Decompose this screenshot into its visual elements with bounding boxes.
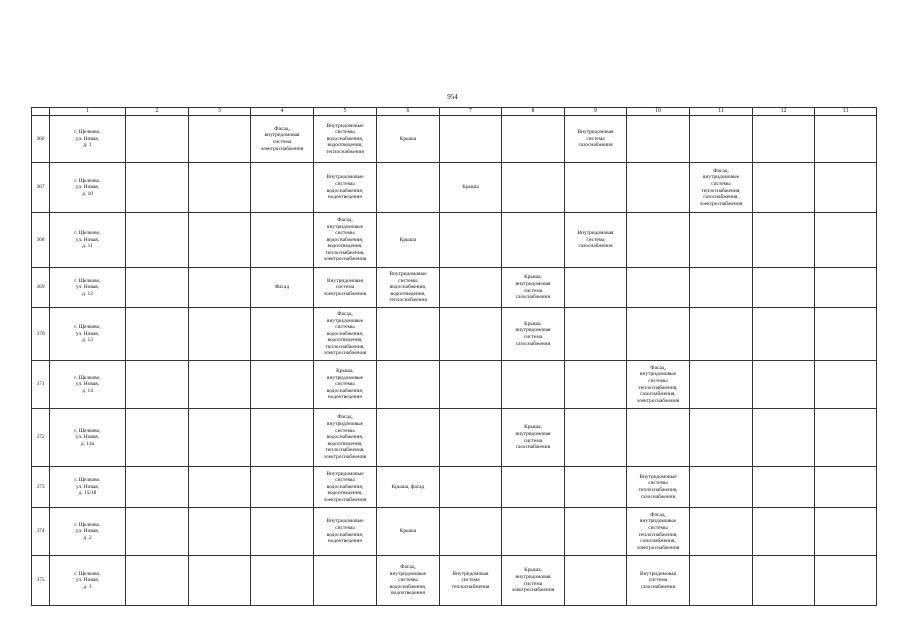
- work-cell-col-10: Внутридомовые системы теплоснабжения, газоснабжения: [627, 467, 690, 508]
- work-cell-col-9: Внутридомовая система газоснабжения: [565, 213, 627, 268]
- column-header-12: 12: [753, 108, 815, 116]
- work-cell-col-9: [565, 556, 627, 606]
- work-cell-col-10: Фасад, внутридомовые системы теплоснабжения, газоснабжения, электроснабжения: [627, 361, 690, 409]
- work-cell-col-10: [627, 116, 690, 163]
- work-cell-col-2: [126, 308, 189, 361]
- work-cell-col-5: Фасад, внутридомовые системы водоснабжения, водоотведения, теплоснабжения, электроснабжения: [314, 409, 377, 467]
- column-header-9: 9: [565, 108, 627, 116]
- work-cell-col-10: [627, 163, 690, 213]
- work-cell-col-5: Фасад, внутридомовые системы водоснабжения, водоотведения, теплоснабжения, электроснабжения: [314, 213, 377, 268]
- column-header-13: 13: [815, 108, 877, 116]
- work-cell-col-3: [189, 556, 251, 606]
- address-cell: г. Щелково, ул. Новая, д. 1: [50, 116, 126, 163]
- work-cell-col-8: Крыша, внутридомовая система электроснабжения: [502, 556, 565, 606]
- work-cell-col-11: [690, 213, 753, 268]
- work-cell-col-10: [627, 409, 690, 467]
- work-cell-col-4: [251, 508, 314, 556]
- work-cell-col-7: [440, 116, 502, 163]
- work-cell-col-7: [440, 409, 502, 467]
- work-cell-col-13: [815, 361, 877, 409]
- row-number-cell: 368: [32, 213, 50, 268]
- column-header-1: 1: [50, 108, 126, 116]
- column-header-2: 2: [126, 108, 189, 116]
- table-header-row: [32, 108, 877, 116]
- table-row: [32, 116, 877, 163]
- work-cell-col-5: Внутридомовые системы водоснабжения, водоотведения, теплоснабжения: [314, 116, 377, 163]
- table-row: [32, 268, 877, 308]
- table-row: [32, 409, 877, 467]
- work-cell-col-10: [627, 268, 690, 308]
- work-cell-col-6: Крыша: [377, 213, 440, 268]
- work-cell-col-2: [126, 213, 189, 268]
- work-cell-col-4: [251, 163, 314, 213]
- work-cell-col-3: [189, 213, 251, 268]
- work-cell-col-10: Фасад, внутридомовые системы теплоснабжения, газоснабжения, электроснабжения: [627, 508, 690, 556]
- table-row: [32, 361, 877, 409]
- work-cell-col-8: [502, 467, 565, 508]
- page-number: 954: [447, 93, 458, 101]
- work-cell-col-13: [815, 213, 877, 268]
- work-cell-col-10: [627, 213, 690, 268]
- repair-schedule-table: [31, 107, 877, 606]
- work-cell-col-13: [815, 409, 877, 467]
- work-cell-col-4: [251, 556, 314, 606]
- work-cell-col-3: [189, 163, 251, 213]
- work-cell-col-8: [502, 116, 565, 163]
- table-row: [32, 163, 877, 213]
- work-cell-col-8: Крыша, внутридомовая система газоснабжения: [502, 268, 565, 308]
- work-cell-col-2: [126, 467, 189, 508]
- work-cell-col-10: Внутридомовая система газоснабжения: [627, 556, 690, 606]
- table-row: [32, 508, 877, 556]
- work-cell-col-5: Внутридомовая система электроснабжения: [314, 268, 377, 308]
- work-cell-col-13: [815, 467, 877, 508]
- work-cell-col-9: [565, 409, 627, 467]
- work-cell-col-3: [189, 308, 251, 361]
- work-cell-col-2: [126, 361, 189, 409]
- header-cell-blank: [32, 108, 50, 116]
- address-cell: г. Щелково, ул. Новая, д. 3: [50, 556, 126, 606]
- column-header-8: 8: [502, 108, 565, 116]
- work-cell-col-3: [189, 508, 251, 556]
- work-cell-col-12: [753, 409, 815, 467]
- work-cell-col-11: [690, 268, 753, 308]
- row-number-cell: 366: [32, 116, 50, 163]
- work-cell-col-2: [126, 508, 189, 556]
- work-cell-col-5: Фасад, внутридомовые системы водоснабжения, водоотведения, теплоснабжения, электроснабжения: [314, 308, 377, 361]
- address-cell: г. Щелково, ул. Новая, д. 12: [50, 268, 126, 308]
- work-cell-col-9: [565, 361, 627, 409]
- work-cell-col-10: [627, 308, 690, 361]
- column-header-4: 4: [251, 108, 314, 116]
- table-row: [32, 556, 877, 606]
- address-cell: г. Щелково, ул. Новая, д. 14: [50, 361, 126, 409]
- column-header-11: 11: [690, 108, 753, 116]
- address-cell: г. Щелково, ул. Новая, д. 11: [50, 213, 126, 268]
- work-cell-col-4: Фасад: [251, 268, 314, 308]
- work-cell-col-9: Внутридомовая система газоснабжения: [565, 116, 627, 163]
- work-cell-col-4: [251, 308, 314, 361]
- work-cell-col-12: [753, 556, 815, 606]
- work-cell-col-3: [189, 467, 251, 508]
- work-cell-col-7: [440, 361, 502, 409]
- work-cell-col-6: Крыша, фасад: [377, 467, 440, 508]
- work-cell-col-9: [565, 467, 627, 508]
- work-cell-col-2: [126, 268, 189, 308]
- row-number-cell: 371: [32, 361, 50, 409]
- work-cell-col-3: [189, 361, 251, 409]
- work-cell-col-13: [815, 116, 877, 163]
- work-cell-col-2: [126, 556, 189, 606]
- work-cell-col-5: Внутридомовые системы водоснабжения, водоотведения: [314, 163, 377, 213]
- address-cell: г. Щелково, ул. Новая, д. 14а: [50, 409, 126, 467]
- work-cell-col-2: [126, 409, 189, 467]
- column-header-3: 3: [189, 108, 251, 116]
- work-cell-col-11: [690, 308, 753, 361]
- work-cell-col-13: [815, 508, 877, 556]
- work-cell-col-6: Крыша: [377, 116, 440, 163]
- work-cell-col-12: [753, 508, 815, 556]
- work-cell-col-11: [690, 508, 753, 556]
- work-cell-col-9: [565, 268, 627, 308]
- work-cell-col-6: [377, 163, 440, 213]
- work-cell-col-5: Крыша, внутридомовые системы водоснабжения, водоотведения: [314, 361, 377, 409]
- work-cell-col-8: Крыша, внутридомовая система газоснабжения: [502, 308, 565, 361]
- row-number-cell: 370: [32, 308, 50, 361]
- work-cell-col-9: [565, 508, 627, 556]
- work-cell-col-4: [251, 409, 314, 467]
- work-cell-col-4: Фасад, внутридомовая система электроснабжения: [251, 116, 314, 163]
- table-row: [32, 467, 877, 508]
- row-number-cell: 372: [32, 409, 50, 467]
- work-cell-col-4: [251, 361, 314, 409]
- work-cell-col-8: [502, 213, 565, 268]
- row-number-cell: 367: [32, 163, 50, 213]
- column-header-5: 5: [314, 108, 377, 116]
- work-cell-col-6: [377, 308, 440, 361]
- table-row: [32, 308, 877, 361]
- row-number-cell: 373: [32, 467, 50, 508]
- work-cell-col-11: [690, 556, 753, 606]
- address-cell: г. Щелково, ул. Новая, д. 10: [50, 163, 126, 213]
- work-cell-col-3: [189, 116, 251, 163]
- work-cell-col-6: Фасад, внутридомовые системы водоснабжения, водоотведения: [377, 556, 440, 606]
- work-cell-col-11: [690, 361, 753, 409]
- work-cell-col-5: Внутридомовые системы водоснабжения, водоотведения: [314, 508, 377, 556]
- work-cell-col-9: [565, 163, 627, 213]
- work-cell-col-9: [565, 308, 627, 361]
- work-cell-col-12: [753, 361, 815, 409]
- work-cell-col-8: [502, 361, 565, 409]
- work-cell-col-3: [189, 268, 251, 308]
- work-cell-col-7: [440, 508, 502, 556]
- work-cell-col-7: [440, 308, 502, 361]
- work-cell-col-6: Крыша: [377, 508, 440, 556]
- work-cell-col-7: [440, 268, 502, 308]
- work-cell-col-13: [815, 308, 877, 361]
- work-cell-col-5: [314, 556, 377, 606]
- row-number-cell: 374: [32, 508, 50, 556]
- row-number-cell: 375: [32, 556, 50, 606]
- work-cell-col-7: Внутридомовая система теплоснабжения: [440, 556, 502, 606]
- work-cell-col-13: [815, 556, 877, 606]
- work-cell-col-8: [502, 163, 565, 213]
- work-cell-col-11: [690, 467, 753, 508]
- work-cell-col-7: [440, 213, 502, 268]
- address-cell: г. Щелково, ул. Новая, д. 15/18: [50, 467, 126, 508]
- work-cell-col-7: Крыша: [440, 163, 502, 213]
- work-cell-col-12: [753, 467, 815, 508]
- table-row: [32, 213, 877, 268]
- work-cell-col-3: [189, 409, 251, 467]
- work-cell-col-12: [753, 213, 815, 268]
- work-cell-col-6: Внутридомовые системы водоснабжения, водоотведения, теплоснабжения: [377, 268, 440, 308]
- work-cell-col-11: Фасад, внутридомовые системы теплоснабжения, газоснабжения, электроснабжения: [690, 163, 753, 213]
- work-cell-col-2: [126, 163, 189, 213]
- work-cell-col-8: Крыша, внутридомовая система газоснабжения: [502, 409, 565, 467]
- column-header-6: 6: [377, 108, 440, 116]
- work-cell-col-12: [753, 308, 815, 361]
- work-cell-col-8: [502, 508, 565, 556]
- column-header-10: 10: [627, 108, 690, 116]
- work-cell-col-4: [251, 467, 314, 508]
- work-cell-col-12: [753, 268, 815, 308]
- row-number-cell: 369: [32, 268, 50, 308]
- work-cell-col-12: [753, 116, 815, 163]
- work-cell-col-11: [690, 116, 753, 163]
- work-cell-col-13: [815, 163, 877, 213]
- work-cell-col-7: [440, 467, 502, 508]
- work-cell-col-6: [377, 409, 440, 467]
- work-cell-col-12: [753, 163, 815, 213]
- address-cell: г. Щелково, ул. Новая, д. 13: [50, 308, 126, 361]
- column-header-7: 7: [440, 108, 502, 116]
- work-cell-col-4: [251, 213, 314, 268]
- work-cell-col-6: [377, 361, 440, 409]
- work-cell-col-2: [126, 116, 189, 163]
- address-cell: г. Щелково, ул. Новая, д. 2: [50, 508, 126, 556]
- work-cell-col-5: Внутридомовые системы водоснабжения, водоотведения, электроснабжения: [314, 467, 377, 508]
- work-cell-col-13: [815, 268, 877, 308]
- work-cell-col-11: [690, 409, 753, 467]
